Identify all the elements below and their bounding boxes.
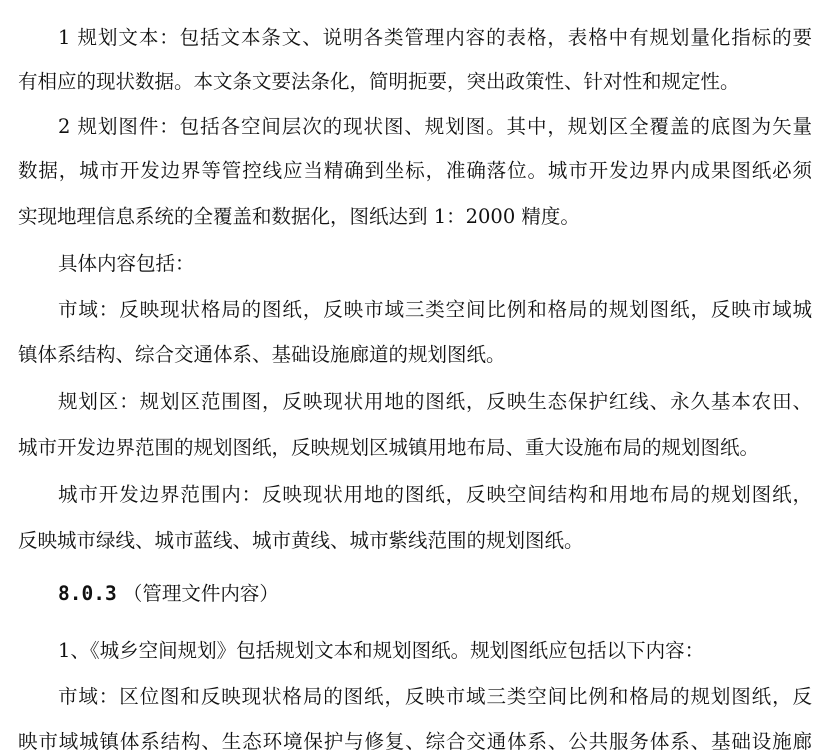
text-line: 具体内容包括： (58, 252, 195, 275)
text-line: 2 规划图件：包括各空间层次的现状图、规划图。其中，规划区全覆盖的底图为矢量 (58, 115, 812, 138)
text-line: 映市域城镇体系结构、生态环境保护与修复、综合交通体系、公共服务体系、基础设施廊 (18, 730, 812, 753)
text-line: 城市开发边界范围内：反映现状用地的图纸，反映空间结构和用地布局的规划图纸， (58, 483, 812, 506)
text-line: 数据，城市开发边界等管控线应当精确到坐标，准确落位。城市开发边界内成果图纸必须 (18, 159, 812, 182)
text-line: 有相应的现状数据。本文条文要法条化，简明扼要，突出政策性、针对性和规定性。 (18, 70, 740, 93)
text-line: 市域：区位图和反映现状格局的图纸，反映市域三类空间比例和格局的规划图纸，反 (58, 685, 812, 708)
text-line: 镇体系结构、综合交通体系、基础设施廊道的规划图纸。 (18, 343, 506, 366)
text-line: 规划区：规划区范围图，反映现状用地的图纸，反映生态保护红线、永久基本农田、 (58, 390, 812, 413)
text-line: 1、《城乡空间规划》包括规划文本和规划图纸。规划图纸应包括以下内容： (58, 639, 705, 662)
text-line: 反映城市绿线、城市蓝线、城市黄线、城市紫线范围的规划图纸。 (18, 529, 584, 552)
text-line: 城市开发边界范围的规划图纸，反映规划区城镇用地布局、重大设施布局的规划图纸。 (18, 436, 760, 459)
section-title: （管理文件内容） (116, 582, 279, 605)
section-heading (58, 582, 812, 606)
section-number: 8.0.3 (58, 582, 117, 605)
text-line: 市域：反映现状格局的图纸，反映市域三类空间比例和格局的规划图纸，反映市域城 (58, 298, 812, 321)
text-line: 1 规划文本：包括文本条文、说明各类管理内容的表格，表格中有规划量化指标的要 (58, 26, 812, 49)
text-line: 实现地理信息系统的全覆盖和数据化，图纸达到 1：2000 精度。 (18, 205, 580, 228)
